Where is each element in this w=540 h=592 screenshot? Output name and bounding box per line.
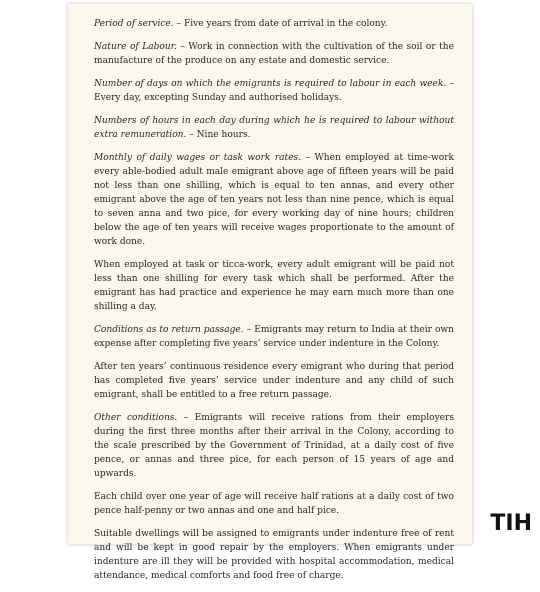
document-body	[94, 17, 454, 592]
paragraph-free-return	[94, 360, 454, 402]
paragraph-return-passage	[94, 323, 454, 351]
paragraph-text: – Work in connection with the cultivation of the soil or the manufacture of the produce on any estate and domestic service.	[94, 42, 454, 66]
paragraph-other-conditions	[94, 411, 454, 481]
watermark-logo: TIH	[490, 511, 532, 536]
paragraph-nature-of-labour	[94, 40, 454, 68]
paragraph-text: – Every day, excepting Sunday and authorised holidays.	[94, 79, 454, 103]
paragraph-text: Suitable dwellings will be assigned to emigrants under indenture free of rent and will be kept in good repair by the employers. When emigrants under indenture are ill they will be provided with hospital accommodation, medical attendance, medical comforts and food free of charge.	[94, 529, 454, 581]
paragraph-dwellings	[94, 527, 454, 583]
paragraph-text: After ten years’ continuous residence every emigrant who during that period has completed five years’ service under indenture and any child of such emigrant, shall be entitled to a free return passage.	[94, 362, 454, 400]
paragraph-text: – Five years from date of arrival in the colony.	[173, 19, 388, 29]
paragraph-text: – Emigrants will receive rations from their employers during the first three months after their arrival in the Colony, according to the scale prescribed by the Government of Trinidad, at a daily cost of five pence, or annas and three pice, for each person of 15 years of age and upwards.	[94, 413, 455, 479]
paragraph-wages	[94, 151, 454, 249]
paragraph-heading: Nature of Labour.	[94, 42, 177, 52]
paragraph-heading: Number of days on which the emigrants is required to labour in each week.	[94, 79, 447, 89]
paragraph-text: – Nine hours.	[186, 130, 251, 140]
paragraph-task-work	[94, 258, 454, 314]
paragraph-text: – Emigrants may return to India at their own expense after completing five years’ service under indenture in the Colony.	[94, 325, 454, 349]
paragraph-heading: Monthly of daily wages or task work rates.	[94, 153, 302, 163]
paragraph-child-rations	[94, 490, 454, 518]
paragraph-period-of-service	[94, 17, 454, 31]
document-page	[68, 4, 472, 581]
paragraph-heading: Other conditions.	[94, 413, 178, 423]
paragraph-text: Each child over one year of age will receive half rations at a daily cost of two pence half-penny or two annas and one and half pice.	[94, 492, 454, 516]
paragraph-text: When employed at task or ticca-work, every adult emigrant will be paid not less than one shilling for every task which shall be performed. After the emigrant has had practice and experience he may earn much more than one shilling a day.	[94, 260, 454, 312]
paragraph-heading: Conditions as to return passage.	[94, 325, 244, 335]
paragraph-hours-per-day	[94, 114, 454, 142]
paragraph-heading: Numbers of hours in each day during which he is required to labour without extra remuneration.	[94, 116, 454, 140]
paragraph-text: – When employed at time-work every able-bodied adult male emigrant above age of fifteen years will be paid not less than one shilling, which is equal to ten annas, and every other emigrant above the age of ten years not less than nine pence, which is equal to seven anna and two pice, for every working day of nine hours; children below the age of ten years will receive wages proportionate to the amount of work done.	[94, 153, 454, 247]
paragraph-days-per-week	[94, 77, 454, 105]
paragraph-heading: Period of service.	[94, 19, 174, 29]
